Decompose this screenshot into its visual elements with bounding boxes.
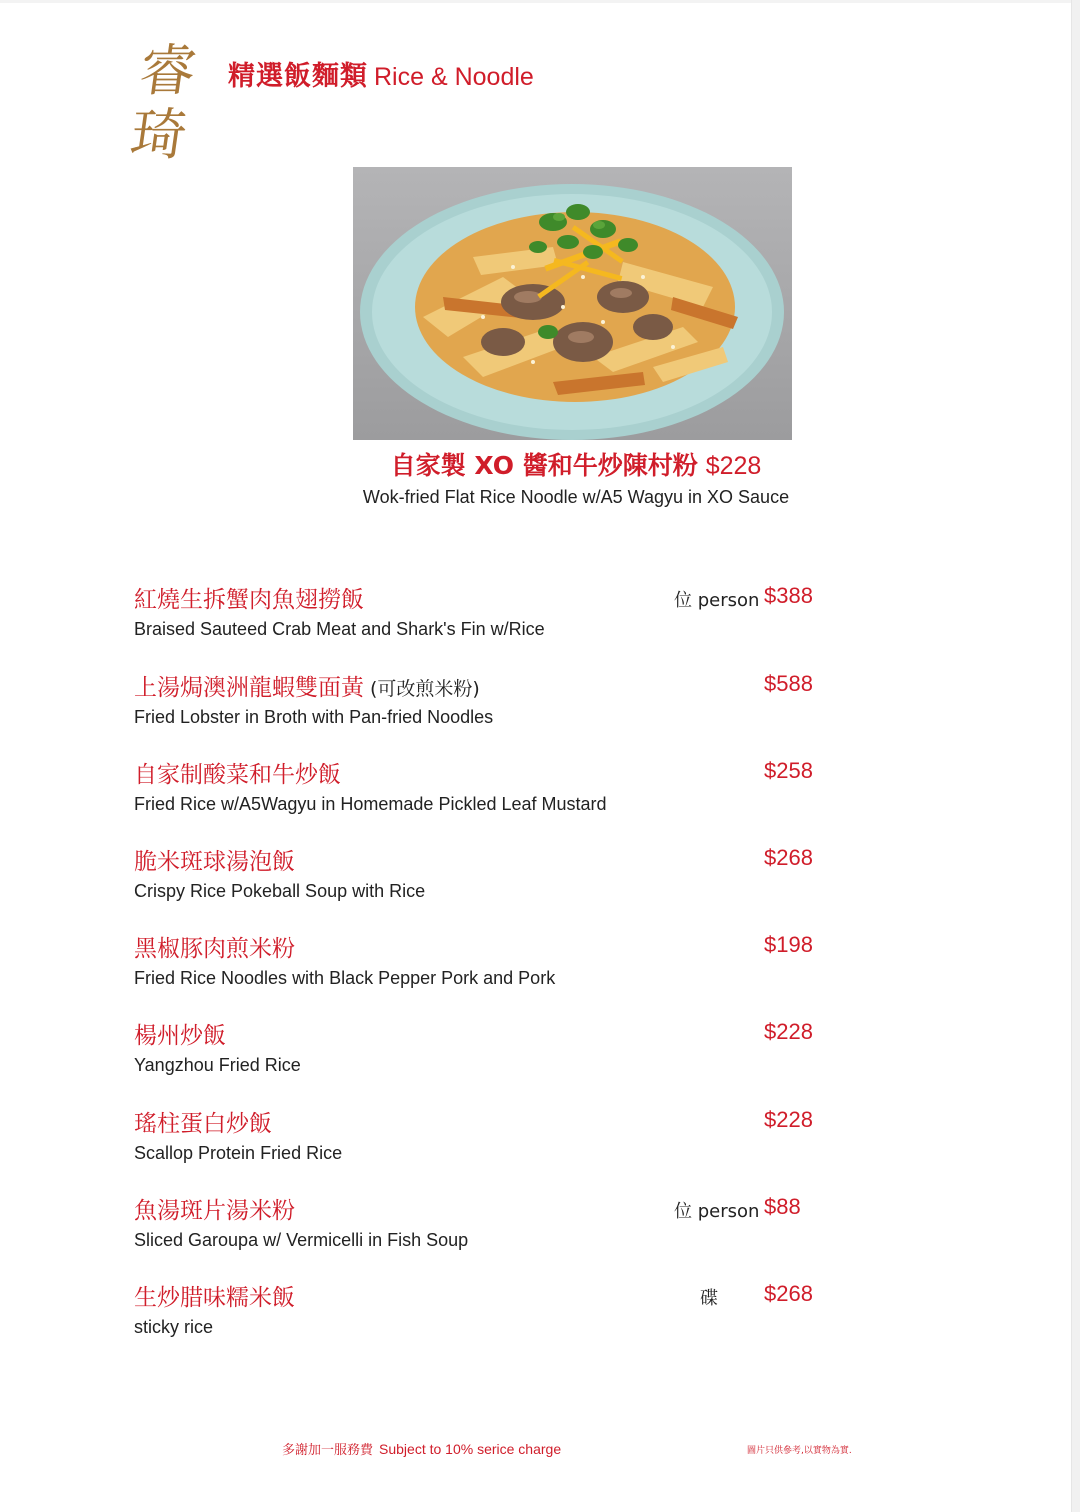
item-name-en: Sliced Garoupa w/ Vermicelli in Fish Soup — [134, 1230, 469, 1250]
item-name-zh-text: 自家制酸菜和牛炒飯 — [134, 762, 341, 788]
item-unit: 位 person — [674, 1201, 760, 1222]
item-name-en: Fried Lobster in Broth with Pan-fried Noodles — [134, 707, 494, 727]
item-unit: 碟 — [700, 1288, 718, 1309]
item-price: $88 — [764, 1194, 801, 1219]
item-name-zh-text: 上湯焗澳洲龍蝦雙面黃 — [134, 675, 364, 701]
menu-item — [134, 1279, 824, 1349]
item-name-zh — [134, 1017, 226, 1050]
service-charge-zh: 多謝加一服務費 — [282, 1443, 374, 1458]
item-price: $268 — [764, 1281, 813, 1306]
item-name-zh-text: 魚湯斑片湯米粉 — [134, 1198, 295, 1224]
service-charge-en: Subject to 10% serice charge — [379, 1441, 562, 1457]
top-border — [0, 0, 1072, 3]
menu-item — [134, 930, 824, 1000]
item-name-en: Scallop Protein Fried Rice — [134, 1143, 343, 1163]
item-name-zh — [134, 1105, 272, 1138]
featured-dish-price: $228 — [705, 452, 762, 480]
item-name-en: Braised Sauteed Crab Meat and Shark's Fin w/Rice — [134, 619, 545, 639]
item-name-zh — [134, 1192, 295, 1225]
item-name-zh — [134, 930, 295, 963]
item-name-zh-text: 黑椒豚肉煎米粉 — [134, 936, 295, 962]
item-name-zh-text: 楊州炒飯 — [134, 1023, 226, 1049]
menu-item — [134, 756, 824, 826]
item-name-zh-text: 生炒腊味糯米飯 — [134, 1285, 295, 1311]
featured-dish-name-zh: 自家製 XO 醬和牛炒陳村粉 — [390, 451, 698, 480]
menu-item — [134, 1017, 824, 1087]
item-name-zh — [134, 756, 341, 789]
item-name-zh-text: 瑤柱蛋白炒飯 — [134, 1111, 272, 1137]
service-charge-note — [282, 1439, 561, 1458]
item-name-en: Yangzhou Fried Rice — [134, 1055, 301, 1075]
item-price: $258 — [764, 758, 813, 783]
section-title — [228, 54, 534, 98]
item-price: $268 — [764, 845, 813, 870]
item-name-en: Fried Rice Noodles with Black Pepper Pork and Pork — [134, 968, 556, 988]
item-price: $228 — [764, 1107, 813, 1132]
section-title-en: Rice & Noodle — [374, 63, 534, 91]
logo-calligraphy: 睿琦 — [126, 39, 201, 168]
menu-item — [134, 1192, 824, 1262]
featured-dish-photo — [353, 167, 792, 440]
featured-dish-name — [280, 446, 872, 482]
item-price: $388 — [764, 583, 813, 608]
logo — [126, 39, 201, 175]
item-note: (可改煎米粉) — [370, 678, 480, 700]
item-name-en: Crispy Rice Pokeball Soup with Rice — [134, 881, 426, 901]
menu-item — [134, 581, 824, 651]
section-title-zh: 精選飯麵類 — [228, 61, 368, 92]
item-name-en: Fried Rice w/A5Wagyu in Homemade Pickled Leaf Mustard — [134, 794, 607, 814]
item-name-zh — [134, 669, 480, 702]
menu-item — [134, 1105, 824, 1175]
item-name-zh-text: 脆米斑球湯泡飯 — [134, 849, 295, 875]
item-price: $198 — [764, 932, 813, 957]
featured-dish-description: Wok-fried Flat Rice Noodle w/A5 Wagyu in XO Sauce — [362, 487, 790, 507]
menu-item — [134, 669, 824, 739]
item-name-en: sticky rice — [134, 1317, 214, 1337]
item-name-zh — [134, 581, 364, 614]
item-price: $588 — [764, 671, 813, 696]
item-unit: 位 person — [674, 590, 760, 611]
item-name-zh — [134, 1279, 295, 1312]
photo-disclaimer: 圖片只供參考,以實物為實. — [747, 1446, 852, 1456]
page-edge — [1071, 0, 1080, 1512]
menu-item — [134, 843, 824, 913]
item-name-zh — [134, 843, 295, 876]
item-price: $228 — [764, 1019, 813, 1044]
item-name-zh-text: 紅燒生拆蟹肉魚翅撈飯 — [134, 587, 364, 613]
